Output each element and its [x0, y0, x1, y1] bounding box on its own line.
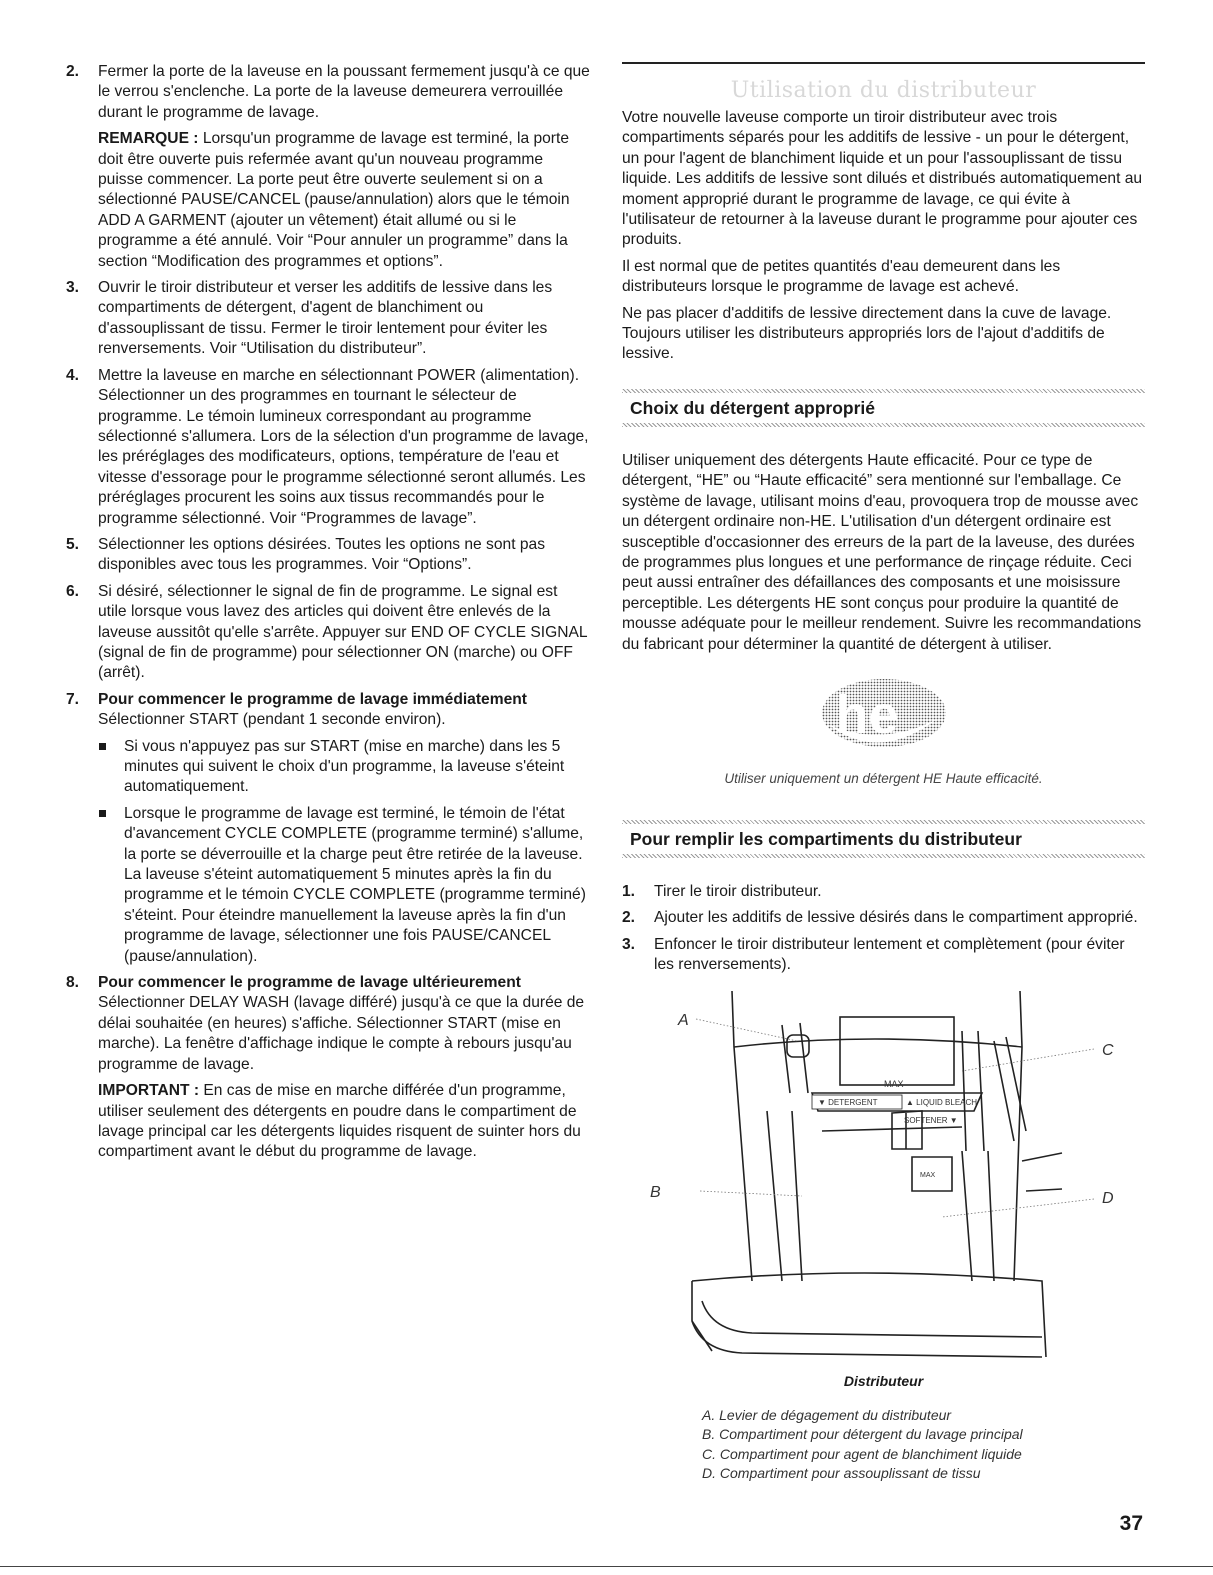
- step-number: 5.: [66, 535, 80, 553]
- step-text: Sélectionner DELAY WASH (lavage différé) jusqu'à ce que la durée de délai souhaitée (en heures) s'affiche. Sélectionner START (mise en marche). La fenêtre d'affichage indique le compte à rebours jusqu'au programme de lavage.: [98, 994, 585, 1073]
- he-logo-icon: [819, 675, 949, 755]
- step-6: [66, 582, 590, 684]
- step-text: Sélectionner les options désirées. Toutes les options ne sont pas disponibles avec tous les programmes. Voir “Options”.: [98, 535, 546, 574]
- callout-b: B: [650, 1184, 661, 1202]
- step-text: Fermer la porte de la laveuse en la poussant fermement jusqu'à ce que le verrou s'enclenche. La porte de la laveuse demeurera verrouillée durant le programme de lavage.: [98, 63, 590, 121]
- hatch-rule: [622, 423, 1145, 427]
- dispenser-drawing: [622, 981, 1145, 1371]
- subsection-header: [622, 810, 1145, 868]
- step-number: 3.: [66, 279, 80, 297]
- bullet-square-icon: [99, 743, 106, 750]
- right-column: [622, 62, 1145, 1484]
- fill-step: 2. Ajouter les additifs de lessive désirés dans le compartiment approprié.: [622, 909, 1138, 927]
- step-number: 8.: [66, 974, 80, 992]
- max-label-small: MAX: [920, 1172, 936, 1180]
- step-bullets: [98, 737, 590, 967]
- intro-paragraph: Votre nouvelle laveuse comporte un tiroir distributeur avec trois compartiments séparés pour les additifs de lessive - un pour le détergent, un pour l'agent de blanchiment liquide et un pour l'assouplissant de tissu liquide. Les additifs de lessive sont dilués et distribués automatiquement au moment approprié durant le programme de lavage, ce qui évite à l'utilisateur de retourner à la laveuse durant le programme pour ajouter ces produits.: [622, 109, 1143, 249]
- figure-title: Distributeur: [843, 1373, 924, 1390]
- hatch-rule: [622, 820, 1145, 824]
- step-5: [66, 535, 590, 576]
- legend-item: B. Compartiment pour détergent du lavage principal: [702, 1426, 1023, 1443]
- detergent-label: ▼ DETERGENT: [818, 1098, 878, 1108]
- bleach-label: ▲ LIQUID BLEACH: [906, 1098, 978, 1108]
- legend-item: C. Compartiment pour agent de blanchiment liquide: [702, 1445, 1022, 1462]
- step-4: [66, 366, 590, 529]
- bullet-square-icon: [99, 810, 106, 817]
- section-rule: [622, 62, 1145, 64]
- dispenser-diagram: [622, 981, 1145, 1371]
- note-label: REMARQUE :: [98, 130, 199, 148]
- subsection-header: [622, 379, 1145, 437]
- fill-step: 3. Enfoncer le tiroir distributeur lentement et complètement (pour éviter les renversements).: [622, 935, 1125, 973]
- page-number: 37: [1119, 1512, 1143, 1535]
- intro-paragraph: Il est normal que de petites quantités d'eau demeurent dans les distributeurs lorsque le programme de lavage est achevé.: [622, 257, 1061, 296]
- step-8: [66, 973, 590, 1163]
- callout-a: A: [678, 1012, 689, 1030]
- step-note: [98, 1081, 590, 1163]
- step-2: [66, 62, 590, 272]
- max-label: MAX: [884, 1079, 904, 1090]
- callout-d: D: [1102, 1190, 1114, 1208]
- fill-step: 1. Tirer le tiroir distributeur.: [622, 882, 822, 900]
- note-label: IMPORTANT :: [98, 1082, 200, 1100]
- figure-legend: [702, 1406, 1145, 1484]
- step-heading: Pour commencer le programme de lavage immédiatement: [98, 690, 527, 708]
- left-column: [66, 62, 590, 1169]
- softener-label: SOFTENER ▼: [904, 1116, 958, 1126]
- step-3: [66, 278, 590, 360]
- hatch-rule: [622, 854, 1145, 858]
- step-number: 4.: [66, 366, 80, 384]
- step-number: 2.: [66, 63, 80, 80]
- section-title: Utilisation du distributeur: [730, 78, 1037, 103]
- bullet-item: Lorsque le programme de lavage est terminé, le témoin de l'état d'avancement CYCLE COMPLETE (programme terminé) s'allume, la porte se déverrouille et la charge peut être retirée de la laveuse. La laveuse s'éteint automatiquement 5 minutes après la fin du programme et le témoin CYCLE COMPLETE (programme terminé) s'éteint. Pour éteindre manuellement la laveuse après la fin d'un programme de lavage, sélectionner une fois PAUSE/CANCEL (pause/annulation).: [98, 804, 590, 967]
- legend-item: D. Compartiment pour assouplissant de tissu: [702, 1465, 981, 1482]
- he-logo: [622, 675, 1145, 761]
- he-logo-text: he: [834, 684, 899, 745]
- bottom-rule: [0, 1566, 1213, 1567]
- step-note: [98, 129, 590, 272]
- hatch-rule: [622, 389, 1145, 393]
- step-7: [66, 690, 590, 967]
- he-caption: Utiliser uniquement un détergent HE Haute efficacité.: [724, 771, 1043, 787]
- step-number: 6.: [66, 582, 80, 600]
- subsection-title: Choix du détergent approprié: [630, 397, 876, 418]
- step-number: 7.: [66, 690, 80, 708]
- legend-item: A. Levier de dégagement du distributeur: [702, 1406, 952, 1423]
- bullet-item: Si vous n'appuyez pas sur START (mise en marche) dans les 5 minutes qui suivent le choix d'un programme, la laveuse s'éteint automatiquement.: [98, 737, 590, 798]
- subsection-title: Pour remplir les compartiments du distributeur: [630, 828, 1022, 849]
- step-text: Si désiré, sélectionner le signal de fin de programme. Le signal est utile lorsque vous lavez des articles qui doivent être enlevés de la laveuse aussitôt qu'elle s'arrête. Appuyer sur END OF CYCLE SIGNAL (signal de fin de programme) pour sélectionner ON (marche) ou OFF (arrêt).: [98, 582, 587, 682]
- step-text: Mettre la laveuse en marche en sélectionnant POWER (alimentation). Sélectionner un des programmes en tournant le sélecteur de programme. Le témoin lumineux correspondant au programme sélectionné s'allumera. Lors de la sélection d'un programme de lavage, les préréglages des modificateurs, options, température de l'eau et vitesse d'essorage pour le programme sélectionné seront allumés. Les préréglages procurent les soins aux tissus recommandés pour le programme sélectionné. Voir “Programmes de lavage”.: [98, 366, 589, 527]
- detergent-paragraph: Utiliser uniquement des détergents Haute efficacité. Pour ce type de détergent, “HE” ou “Haute efficacité” sera mentionné sur l'emballage. Ce système de lavage, utilisant moins d'eau, provoquera trop de mousse avec un détergent ordinaire non-HE. L'utilisation d'un détergent ordinaire est susceptible d'occasionner des erreurs de la part de la laveuse, des durées de programmes plus longues et une performance de rinçage réduite. Ceci peut aussi entraîner des défaillances des composants et une moisissure perceptible. Les détergents HE sont conçus pour produire la quantité de mousse adéquate pour le meilleur rendement. Suivre les recommandations du fabricant pour déterminer la quantité de détergent à utiliser.: [622, 451, 1142, 653]
- fill-steps-list: [622, 882, 1145, 976]
- steps-list: [66, 62, 590, 1163]
- callout-c: C: [1102, 1042, 1114, 1060]
- intro-paragraph: Ne pas placer d'additifs de lessive directement dans la cuve de lavage. Toujours utiliser les distributeurs appropriés lors de l'ajout d'additifs de lessive.: [622, 304, 1112, 363]
- step-text: Ouvrir le tiroir distributeur et verser les additifs de lessive dans les compartiments de détergent, d'agent de blanchiment ou d'assouplissant de tissu. Fermer le tiroir lentement pour éviter les renversements. Voir “Utilisation du distributeur”.: [98, 279, 553, 358]
- step-text: Sélectionner START (pendant 1 seconde environ).: [98, 711, 446, 729]
- note-text: En cas de mise en marche différée d'un programme, utiliser seulement des détergents en poudre dans le compartiment de lavage principal car les détergents liquides risquent de suinter hors du compartiment avant le début du programme de lavage.: [98, 1082, 581, 1161]
- step-heading: Pour commencer le programme de lavage ultérieurement: [98, 974, 521, 992]
- note-text: Lorsqu'un programme de lavage est terminé, la porte doit être ouverte puis refermée avant qu'un nouveau programme puisse commencer. La porte peut être ouverte seulement si on a sélectionné PAUSE/CANCEL (pause/annulation) alors que le témoin ADD A GARMENT (ajouter un vêtement) était allumé ou si le programme a été annulé. Voir “Pour annuler un programme” dans la section “Modification des programmes et options”.: [98, 130, 570, 270]
